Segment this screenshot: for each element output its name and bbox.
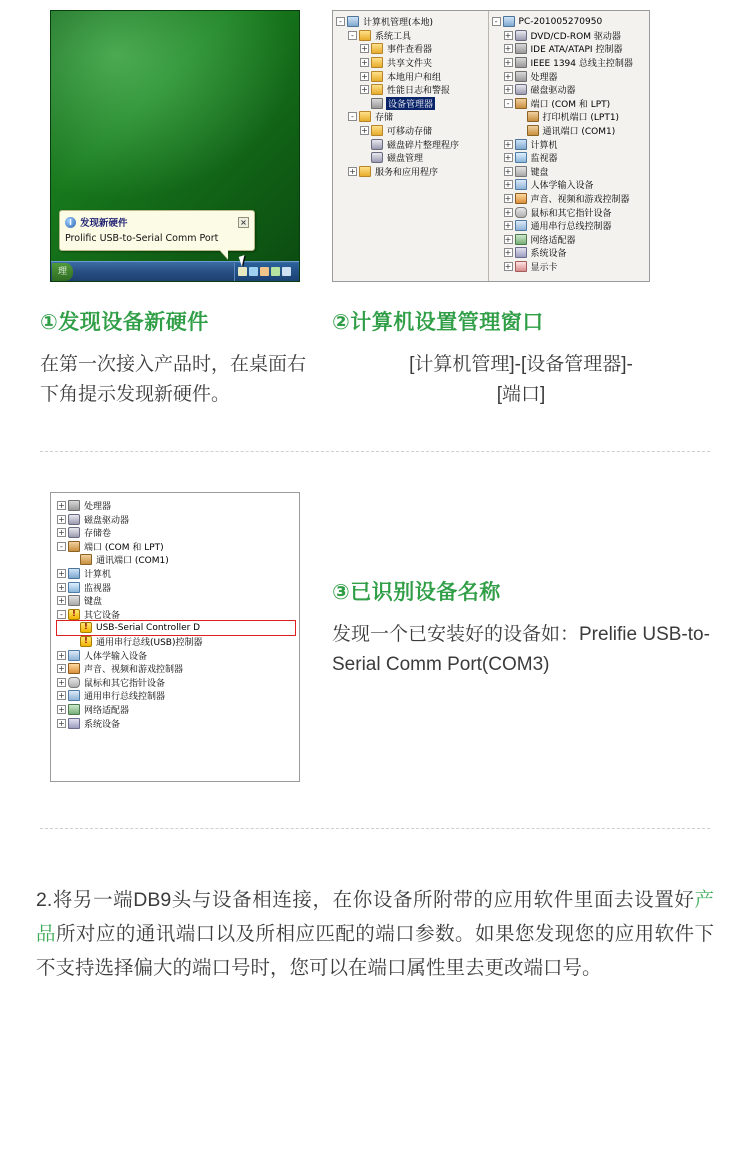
info-icon: i	[65, 217, 76, 228]
tree-node[interactable]	[57, 648, 295, 662]
tree-node[interactable]	[492, 137, 647, 151]
port-icon	[527, 125, 539, 136]
tree-node[interactable]	[57, 499, 295, 513]
tree-node-label: 人体学输入设备	[530, 181, 594, 192]
tree-node[interactable]	[57, 676, 295, 690]
tree-node[interactable]	[336, 69, 486, 83]
snd-icon	[68, 663, 80, 674]
expand-icon[interactable]: +	[504, 207, 512, 217]
console-tree-left[interactable]	[336, 15, 486, 178]
usb-icon	[515, 179, 527, 190]
tree-node-label: 存储卷	[84, 529, 112, 540]
net-icon	[68, 704, 80, 715]
tree-node-label: 端口 (COM 和 LPT)	[530, 99, 611, 110]
screenshot-desktop-new-hardware	[50, 10, 300, 282]
usb-icon	[68, 650, 80, 661]
tree-node-label: 磁盘管理	[387, 154, 424, 165]
disk-icon	[371, 152, 383, 163]
tree-node-label: 人体学输入设备	[84, 651, 148, 662]
collapse-icon[interactable]: -	[336, 17, 345, 26]
usb-icon	[515, 220, 527, 231]
section-1-title: ①发现设备新硬件	[40, 311, 209, 334]
screenshot-2-wrap	[310, 10, 710, 282]
tree-node[interactable]	[492, 42, 647, 56]
tray-icon-1[interactable]	[238, 267, 247, 276]
folder-icon	[359, 166, 371, 177]
tree-node[interactable]	[57, 635, 295, 649]
tree-node[interactable]	[492, 165, 647, 179]
tree-node-label: 共享文件夹	[387, 59, 433, 70]
expand-icon[interactable]: +	[58, 650, 65, 660]
tree-node[interactable]	[492, 178, 647, 192]
expand-icon[interactable]: +	[58, 596, 65, 606]
disk-icon	[515, 30, 527, 41]
tree-node-label: 服务和应用程序	[375, 167, 439, 178]
expand-icon[interactable]: +	[361, 71, 368, 81]
caption-1	[40, 288, 310, 411]
divider-2	[40, 828, 710, 829]
section-1-text: 在第一次接入产品时，在桌面右下角提示发现新硬件。	[40, 354, 307, 406]
tree-node[interactable]	[492, 192, 647, 206]
screenshot-computer-management	[332, 10, 650, 282]
tree-node-label: 系统设备	[84, 719, 121, 730]
kb-icon	[68, 595, 80, 606]
port-icon	[515, 98, 527, 109]
chip-icon	[371, 98, 383, 109]
expand-icon[interactable]: +	[504, 58, 512, 68]
tree-node[interactable]	[336, 56, 486, 70]
start-button[interactable]: 理	[52, 263, 73, 281]
device-manager-tree-detail[interactable]	[57, 499, 295, 730]
disk-icon	[515, 84, 527, 95]
tree-node-label: 处理器	[530, 72, 558, 83]
tree-node-label: 通用串行总线控制器	[84, 692, 166, 703]
spacer-icon	[516, 112, 525, 121]
tree-node-label: IEEE 1394 总线主控制器	[530, 59, 633, 70]
warn-icon	[68, 609, 80, 620]
tray-icon-4[interactable]	[271, 267, 280, 276]
tree-node[interactable]	[57, 621, 295, 635]
tree-node-label: 鼠标和其它指针设备	[84, 678, 166, 689]
tree-node-label: 磁盘驱动器	[530, 86, 576, 97]
tree-node-label: 通用串行总线控制器	[530, 222, 612, 233]
tree-node[interactable]	[336, 42, 486, 56]
tray-icon-5[interactable]	[282, 267, 291, 276]
expand-icon[interactable]: +	[504, 153, 512, 163]
footer-paragraph	[0, 855, 750, 985]
tree-node[interactable]	[336, 124, 486, 138]
collapse-icon[interactable]: -	[348, 31, 357, 40]
chip-icon	[515, 43, 527, 54]
caption-3	[310, 492, 710, 681]
spacer-icon	[360, 153, 369, 162]
section-2-text: [计算机管理]-[设备管理器]-[端口]	[409, 354, 633, 406]
tree-node[interactable]	[492, 205, 647, 219]
tree-node-label: 磁盘碎片整理程序	[387, 140, 460, 151]
tree-node[interactable]	[57, 608, 295, 622]
tree-node-label: 可移动存储	[387, 127, 433, 138]
mon-icon	[515, 152, 527, 163]
net-icon	[515, 234, 527, 245]
tree-node[interactable]	[57, 512, 295, 526]
tree-node-label: IDE ATA/ATAPI 控制器	[530, 45, 623, 56]
folder-icon	[371, 84, 383, 95]
tree-node-label: 计算机管理(本地)	[363, 18, 434, 29]
balloon-tail	[219, 249, 228, 259]
expand-icon[interactable]: +	[58, 501, 65, 511]
section-3-text: 发现一个已安装好的设备如：Prelifie USB-to-Serial Comm Port(COM3)	[332, 623, 710, 676]
tree-node[interactable]	[57, 580, 295, 594]
computer-management-left-pane[interactable]	[333, 11, 489, 281]
spacer-icon	[69, 623, 78, 632]
expand-icon[interactable]: +	[58, 664, 65, 674]
expand-icon[interactable]: +	[504, 139, 512, 149]
balloon-header	[65, 215, 249, 229]
tree-node-label: 网络适配器	[84, 705, 130, 716]
tree-node[interactable]	[492, 97, 647, 111]
kb-icon	[515, 166, 527, 177]
tree-node-label: 键盘	[530, 167, 549, 178]
collapse-icon[interactable]: -	[492, 17, 501, 26]
tree-node[interactable]	[492, 29, 647, 43]
tree-node-label: 打印机端口 (LPT1)	[542, 113, 620, 124]
sys-icon	[515, 247, 527, 258]
tree-node-label: 键盘	[84, 597, 103, 608]
expand-icon[interactable]: +	[58, 718, 65, 728]
disk-icon	[371, 139, 383, 150]
tree-node[interactable]	[492, 56, 647, 70]
tree-node-label: 声音、视频和游戏控制器	[84, 665, 184, 676]
tree-node[interactable]	[492, 246, 647, 260]
tree-node[interactable]	[492, 219, 647, 233]
expand-icon[interactable]: +	[504, 221, 512, 231]
warn-icon	[80, 622, 92, 633]
tree-node-label: 网络适配器	[530, 235, 576, 246]
expand-icon[interactable]: +	[349, 166, 356, 176]
disk-icon	[68, 527, 80, 538]
section-3-title: ③已识别设备名称	[332, 580, 501, 604]
tree-node-label: 显示卡	[530, 262, 558, 273]
screenshots-row-top	[0, 0, 750, 282]
tree-node[interactable]	[336, 83, 486, 97]
chip-icon	[68, 500, 80, 511]
tree-node[interactable]	[492, 124, 647, 138]
expand-icon[interactable]: +	[504, 166, 512, 176]
tree-node-label: 设备管理器	[386, 97, 435, 110]
tree-node-label: 通用串行总线(USB)控制器	[96, 638, 203, 649]
tree-node-label: 计算机	[84, 570, 112, 581]
close-icon[interactable]: ×	[238, 217, 249, 228]
tree-node-label: 系统工具	[375, 31, 412, 42]
tree-node[interactable]	[336, 165, 486, 179]
pc-icon	[347, 16, 359, 27]
expand-icon[interactable]: +	[58, 569, 65, 579]
new-hardware-balloon	[59, 210, 255, 251]
disk-icon	[68, 514, 80, 525]
tree-node-label: 存储	[375, 113, 394, 124]
tree-node[interactable]	[57, 662, 295, 676]
tree-node[interactable]	[492, 233, 647, 247]
tree-node[interactable]	[492, 151, 647, 165]
collapse-icon[interactable]: -	[57, 610, 66, 619]
mon-icon	[68, 582, 80, 593]
section-2-title: ②计算机设置管理窗口	[332, 311, 544, 334]
tree-node-label: 磁盘驱动器	[84, 515, 130, 526]
tree-node[interactable]	[336, 29, 486, 43]
spacer-icon	[69, 637, 78, 646]
port-icon	[68, 541, 80, 552]
tree-node[interactable]	[57, 689, 295, 703]
tree-node[interactable]	[336, 110, 486, 124]
tree-node-label: 监视器	[530, 154, 558, 165]
tree-node[interactable]	[57, 553, 295, 567]
expand-icon[interactable]: +	[361, 44, 368, 54]
expand-icon[interactable]: +	[361, 85, 368, 95]
folder-icon	[359, 111, 371, 122]
tree-node-label: USB-Serial Controller D	[96, 622, 201, 633]
expand-icon[interactable]: +	[58, 691, 65, 701]
tree-node-label: DVD/CD-ROM 驱动器	[530, 31, 621, 42]
warn-icon	[80, 636, 92, 647]
port-icon	[527, 111, 539, 122]
expand-icon[interactable]: +	[361, 58, 368, 68]
tree-node-label: PC-201005270950	[518, 16, 603, 27]
desktop-wallpaper-glow	[50, 10, 300, 211]
expand-icon[interactable]: +	[58, 704, 65, 714]
tree-node-label: 事件查看器	[387, 45, 433, 56]
expand-icon[interactable]: +	[504, 194, 512, 204]
expand-icon[interactable]: +	[504, 248, 512, 258]
tree-node[interactable]	[492, 15, 647, 29]
tree-node[interactable]	[336, 97, 486, 111]
expand-icon[interactable]: +	[504, 30, 512, 40]
collapse-icon[interactable]: -	[504, 99, 513, 108]
tree-node[interactable]	[492, 83, 647, 97]
expand-icon[interactable]: +	[504, 234, 512, 244]
pc-icon	[503, 16, 515, 27]
expand-icon[interactable]: +	[58, 677, 65, 687]
expand-icon[interactable]: +	[58, 528, 65, 538]
collapse-icon[interactable]: -	[57, 542, 66, 551]
tree-node-label: 声音、视频和游戏控制器	[530, 195, 630, 206]
expand-icon[interactable]: +	[504, 180, 512, 190]
expand-icon[interactable]: +	[504, 71, 512, 81]
pc-icon	[515, 139, 527, 150]
tree-node[interactable]	[336, 15, 486, 29]
tree-node-label: 本地用户和组	[387, 72, 442, 83]
tree-node[interactable]	[57, 703, 295, 717]
folder-icon	[371, 43, 383, 54]
computer-management-right-pane[interactable]	[489, 11, 649, 281]
tree-node-label: 其它设备	[84, 610, 121, 621]
spacer-icon	[516, 126, 525, 135]
snd-icon	[515, 193, 527, 204]
mouse-icon	[515, 207, 527, 218]
device-manager-tree[interactable]	[492, 15, 647, 273]
tree-node-label: 处理器	[84, 502, 112, 513]
tree-node[interactable]	[57, 716, 295, 730]
expand-icon[interactable]: +	[504, 261, 512, 271]
divider-1	[40, 451, 710, 452]
usb-icon	[68, 690, 80, 701]
tree-node[interactable]	[492, 110, 647, 124]
spacer-icon	[69, 555, 78, 564]
tree-node-label: 监视器	[84, 583, 112, 594]
collapse-icon[interactable]: -	[348, 112, 357, 121]
tree-node-label: 计算机	[530, 140, 558, 151]
balloon-text: Prolific USB-to-Serial Comm Port	[65, 233, 219, 244]
tree-node-label: 鼠标和其它指针设备	[530, 208, 612, 219]
screenshot-3-wrap	[40, 492, 310, 782]
expand-icon[interactable]: +	[361, 126, 368, 136]
folder-icon	[371, 125, 383, 136]
caption-2	[310, 288, 710, 411]
chip-icon	[515, 71, 527, 82]
screenshot-device-manager-other-devices	[50, 492, 300, 782]
captions-row-top	[0, 282, 750, 411]
chip-icon	[515, 57, 527, 68]
port-icon	[80, 554, 92, 565]
folder-icon	[359, 30, 371, 41]
taskbar[interactable]	[51, 261, 299, 281]
expand-icon[interactable]: +	[58, 514, 65, 524]
balloon-title: 发现新硬件	[80, 218, 128, 229]
tree-node-label: 端口 (COM 和 LPT)	[84, 542, 164, 553]
tree-node-label: 性能日志和警报	[387, 86, 451, 97]
tray-icon-2[interactable]	[249, 267, 258, 276]
tree-node[interactable]	[57, 526, 295, 540]
expand-icon[interactable]: +	[504, 44, 512, 54]
folder-icon	[371, 57, 383, 68]
spacer-icon	[360, 140, 369, 149]
tree-node-label: 通讯端口 (COM1)	[96, 556, 169, 567]
footer-part-1: 2.将另一端DB9头与设备相连接，在你设备所附带的应用软件里面去设置好	[36, 888, 695, 911]
pc-icon	[68, 568, 80, 579]
tree-node[interactable]	[492, 260, 647, 274]
tree-node-label: 通讯端口 (COM1)	[542, 127, 616, 138]
screenshots-row-bottom	[0, 478, 750, 782]
expand-icon[interactable]: +	[504, 85, 512, 95]
tree-node-label: 系统设备	[530, 249, 567, 260]
footer-part-2: 所对应的通讯端口以及所相应匹配的端口参数。如果您发现您的应用软件下不支持选择偏大的端口号时，您可以在端口属性里去更改端口号。	[36, 922, 714, 980]
vid-icon	[515, 261, 527, 272]
tree-node[interactable]	[492, 69, 647, 83]
tree-node[interactable]	[57, 594, 295, 608]
expand-icon[interactable]: +	[58, 582, 65, 592]
spacer-icon	[360, 99, 369, 108]
footer-highlight: 产品	[36, 888, 714, 945]
folder-icon	[371, 71, 383, 82]
tree-node[interactable]	[336, 137, 486, 151]
tray-icon-3[interactable]	[260, 267, 269, 276]
sys-icon	[68, 718, 80, 729]
mouse-icon	[68, 677, 80, 688]
tree-node[interactable]	[336, 151, 486, 165]
tree-node[interactable]	[57, 540, 295, 554]
screenshot-1-wrap	[40, 10, 310, 282]
tree-node[interactable]	[57, 567, 295, 581]
